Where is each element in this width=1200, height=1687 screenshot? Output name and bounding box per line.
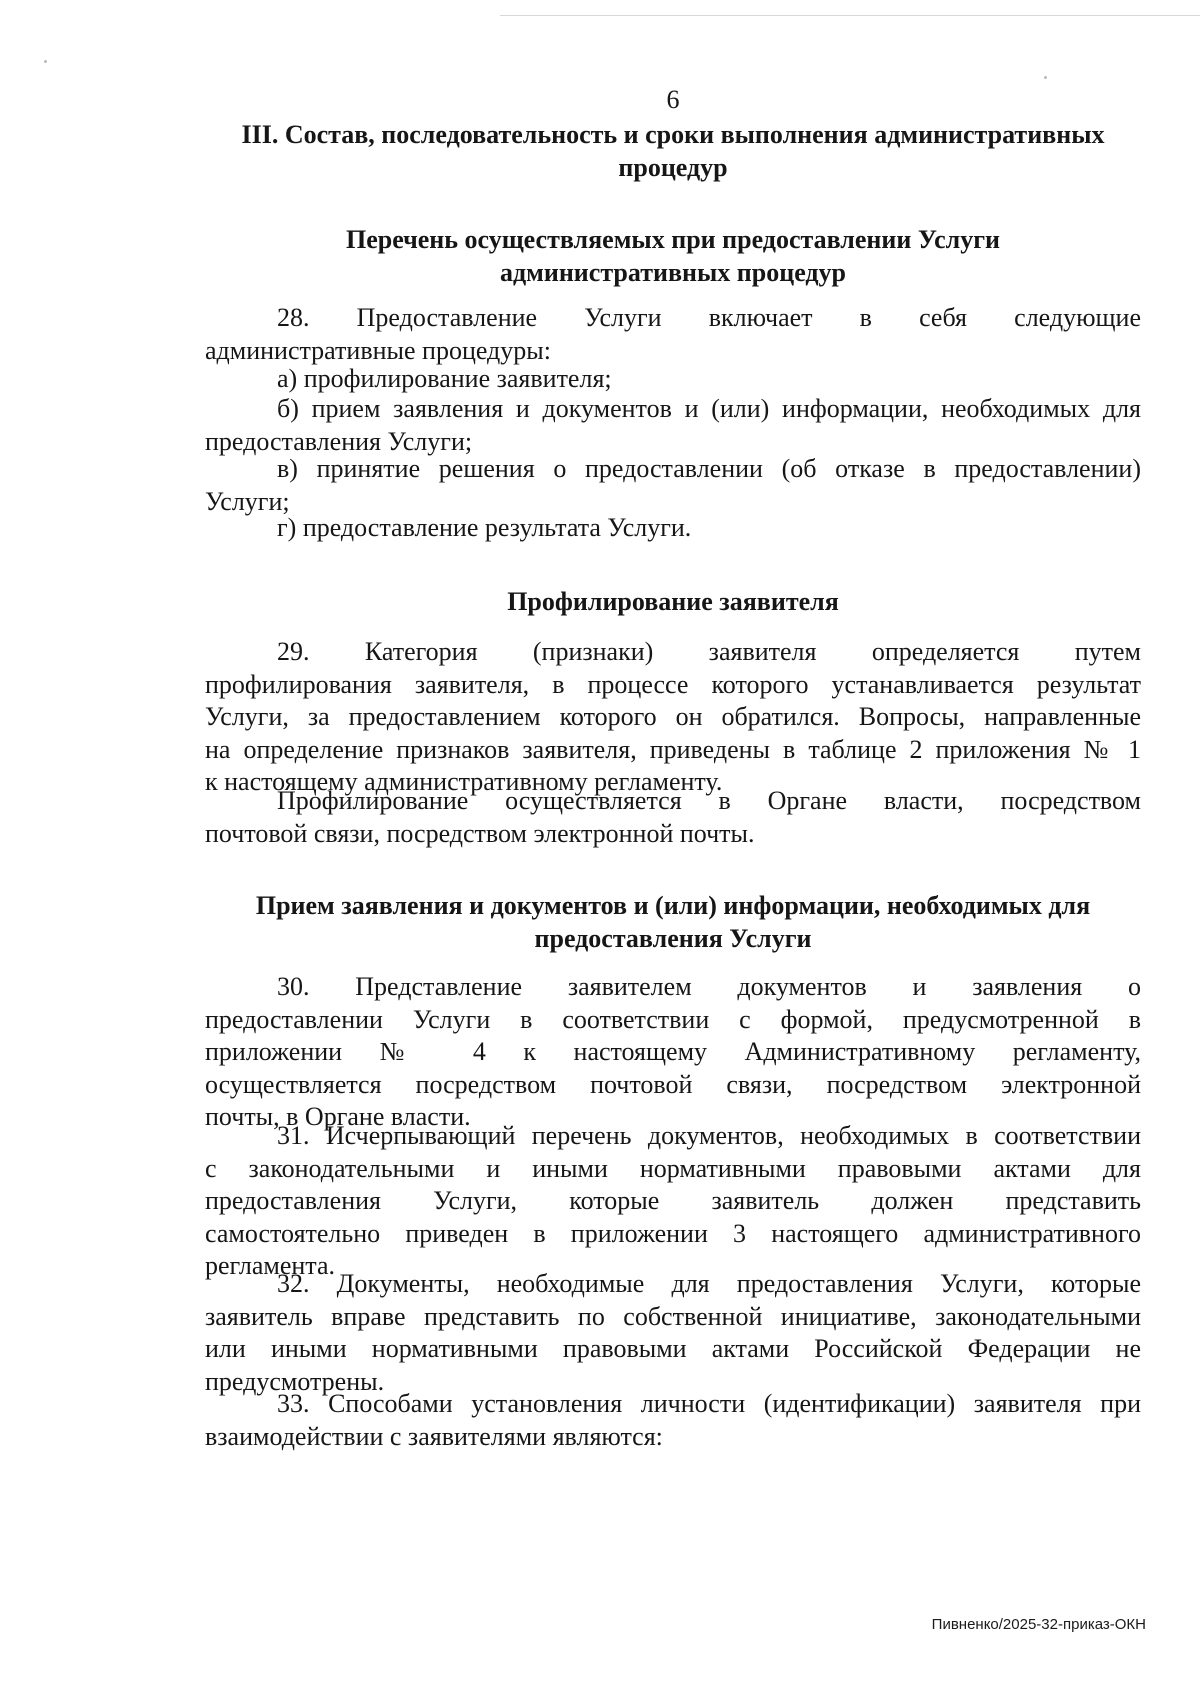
text-line: 32. Документы, необходимые для предоставления Услуги, которые bbox=[277, 1269, 1141, 1298]
text-line: предоставлении Услуги в соответствии с формой, предусмотренной в bbox=[205, 1004, 1141, 1034]
scan-speck bbox=[44, 60, 47, 63]
text-line: предоставления Услуги, которые заявитель должен представить bbox=[205, 1186, 1141, 1215]
text-line: 30. Представление заявителем документов и заявления о bbox=[277, 972, 1141, 1001]
text-line: Услуги; bbox=[205, 486, 290, 516]
text-line: Услуги, за предоставлением которого он обратился. Вопросы, направленные bbox=[205, 702, 1141, 731]
subsection-title-application bbox=[205, 889, 1141, 955]
text-line: почтовой связи, посредством электронной почты. bbox=[205, 818, 755, 848]
text-line: а) профилирование заявителя; bbox=[277, 364, 612, 393]
subsection-title-line: Прием заявления и документов и (или) информации, необходимых для bbox=[255, 891, 1091, 920]
paragraph-31 bbox=[205, 1120, 1141, 1283]
subsection-title-line: административных процедур bbox=[499, 258, 847, 287]
subsection-title-procedures bbox=[205, 223, 1141, 289]
text-line: административные процедуры: bbox=[205, 335, 551, 365]
paragraph-30 bbox=[205, 971, 1141, 1134]
text-line: г) предоставление результата Услуги. bbox=[277, 513, 692, 542]
text-line: 28. Предоставление Услуги включает в себя следующие bbox=[277, 303, 1141, 332]
text-line: 33. Способами установления личности (идентификации) заявителя при bbox=[277, 1389, 1141, 1418]
list-item-v bbox=[205, 453, 1141, 518]
subsection-title-line: Перечень осуществляемых при предоставлении Услуги bbox=[345, 225, 1001, 254]
section-title bbox=[205, 118, 1141, 184]
list-item-g bbox=[205, 512, 1141, 545]
paragraph-28 bbox=[205, 302, 1141, 367]
scan-speck bbox=[1044, 76, 1047, 79]
text-line: регламента. bbox=[205, 1251, 336, 1280]
section-title-line: процедур bbox=[618, 153, 728, 182]
text-line: почты, в Органе власти. bbox=[205, 1102, 471, 1131]
text-line: предоставления Услуги; bbox=[205, 426, 473, 456]
text-line: или иными нормативными правовыми актами Российской Федерации не bbox=[205, 1334, 1141, 1363]
paragraph-profiling bbox=[205, 785, 1141, 850]
text-line: 29. Категория (признаки) заявителя определяется путем bbox=[277, 637, 1141, 666]
list-item-b bbox=[205, 393, 1141, 458]
text-line: самостоятельно приведен в приложении 3 настоящего административного bbox=[205, 1218, 1141, 1248]
text-line: профилирования заявителя, в процессе которого устанавливается результат bbox=[205, 669, 1141, 699]
text-line: в) принятие решения о предоставлении (об отказе в предоставлении) bbox=[277, 454, 1141, 483]
text-line: с законодательными и иными нормативными правовыми актами для bbox=[205, 1153, 1141, 1183]
text-line: заявитель вправе представить по собственной инициативе, законодательными bbox=[205, 1301, 1141, 1331]
text-line: взаимодействии с заявителями являются: bbox=[205, 1421, 663, 1451]
scan-edge-line bbox=[500, 15, 1200, 16]
subsection-title-profiling bbox=[205, 585, 1141, 618]
page-number: 6 bbox=[666, 85, 680, 114]
text-line: 31. Исчерпывающий перечень документов, необходимых в соответствии bbox=[277, 1121, 1141, 1150]
paragraph-29 bbox=[205, 636, 1141, 799]
text-line: Профилирование осуществляется в Органе власти, посредством bbox=[277, 786, 1141, 815]
text-line: приложении № 4 к настоящему Административному регламенту, bbox=[205, 1037, 1141, 1066]
subsection-title-line: Профилирование заявителя bbox=[507, 587, 839, 616]
document-reference-code: Пивненко/2025-32-приказ-ОКН bbox=[931, 1616, 1146, 1633]
section-title-line: III. Состав, последовательность и сроки выполнения административных bbox=[241, 120, 1105, 149]
text-line: предусмотрены. bbox=[205, 1366, 385, 1396]
paragraph-33 bbox=[205, 1388, 1141, 1453]
text-line: к настоящему административному регламенту. bbox=[205, 767, 723, 796]
list-item-a bbox=[205, 363, 1141, 396]
text-line: осуществляется посредством почтовой связи, посредством электронной bbox=[205, 1069, 1141, 1099]
subsection-title-line: предоставления Услуги bbox=[534, 924, 812, 953]
text-line: б) прием заявления и документов и (или) информации, необходимых для bbox=[277, 394, 1141, 423]
text-line: на определение признаков заявителя, приведены в таблице 2 приложения № 1 bbox=[205, 734, 1141, 764]
paragraph-32 bbox=[205, 1268, 1141, 1398]
